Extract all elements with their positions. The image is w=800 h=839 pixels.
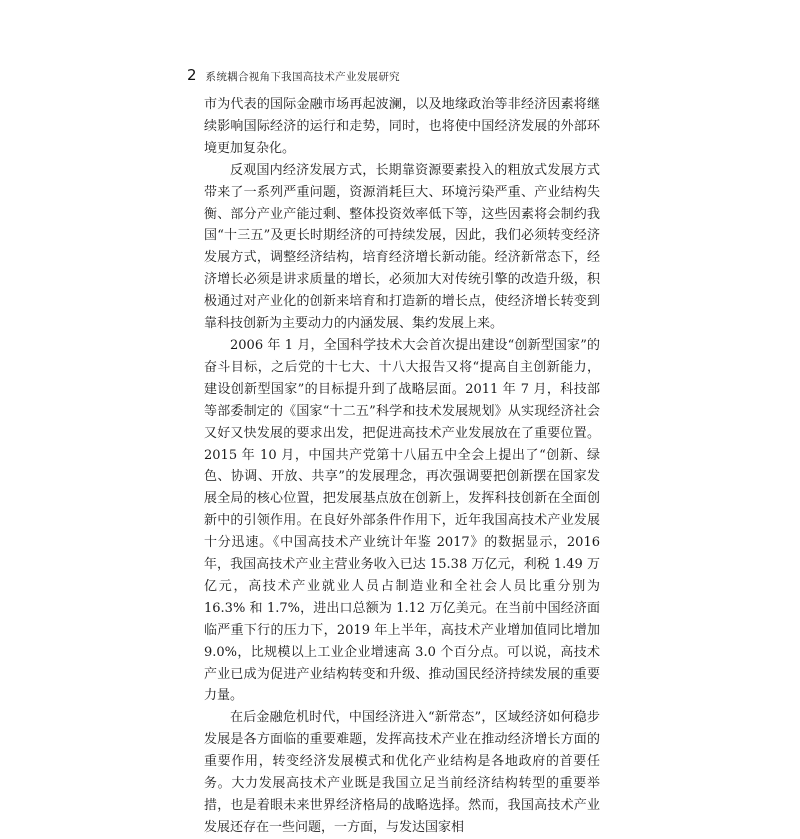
running-title: 系统耦合视角下我国高技术产业发展研究 xyxy=(205,71,400,83)
paragraph-continued: 市为代表的国际金融市场再起波澜，以及地缘政治等非经济因素将继续影响国际经济的运行和走势，同时，也将使中国经济发展的外部环境更加复杂化。 xyxy=(204,97,600,156)
running-header xyxy=(187,66,607,88)
page-number: 2 xyxy=(187,66,197,84)
body-text xyxy=(204,94,600,839)
paragraph-post-crisis: 在后金融危机时代，中国经济进入“新常态”，区域经济如何稳步发展是各方面临的重要难题，发挥高技术产业在推动经济增长方面的重要作用，转变经济发展模式和优化产业结构是各地政府的首要任务。大力发展高技术产业既是我国立足当前经济结构转型的重要举措，也是着眼未来世界经济格局的战略选择。然而，我国高技术产业发展还存在一些问题，一方面，与发达国家相 xyxy=(204,710,600,835)
paragraph-innovation-policy: 2006 年 1 月，全国科学技术大会首次提出建设“创新型国家”的奋斗目标，之后党的十七大、十八大报告又将“提高自主创新能力，建设创新型国家”的目标提升到了战略层面。2011 年 7 月，科技部等部委制定的《国家“十二五”科学和技术发展规划》从实现经济社会又好又快发展的要求出发，把促进高技术产业发展放在了重要位置。2015 年 10 月，中国共产党第十八届五中全会上提出了“创新、绿色、协调、开放、共享”的发展理念，再次强调要把创新摆在国家发展全局的核心位置，把发展基点放在创新上，发挥科技创新在全面创新中的引领作用。在良好外部条件作用下，近年我国高技术产业发展十分迅速。《中国高技术产业统计年鉴 2017》的数据显示，2016 年，我国高技术产业主营业务收入已达 15.38 万亿元，利税 1.49 万亿元，高技术产业就业人员占制造业和全社会人员比重分别为 16.3% 和 1.7%，进出口总额为 1.12 万亿美元。在当前中国经济面临严重下行的压力下，2019 年上半年，高技术产业增加值同比增加 9.0%，比规模以上工业企业增速高 3.0 个百分点。可以说，高技术产业已成为促进产业结构转变和升级、推动国民经济持续发展的重要力量。 xyxy=(204,337,600,704)
paragraph-domestic-development: 反观国内经济发展方式，长期靠资源要素投入的粗放式发展方式带来了一系列严重问题，资源消耗巨大、环境污染严重、产业结构失衡、部分产业产能过剩、整体投资效率低下等，这些因素将会制约我国“十三五”及更长时期经济的可持续发展，因此，我们必须转变经济发展方式，调整经济结构，培育经济增长新动能。经济新常态下，经济增长必须是讲求质量的增长，必须加大对传统引擎的改造升级，积极通过对产业化的创新来培育和打造新的增长点，使经济增长转变到靠科技创新为主要动力的内涵发展、集约发展上来。 xyxy=(204,162,600,332)
